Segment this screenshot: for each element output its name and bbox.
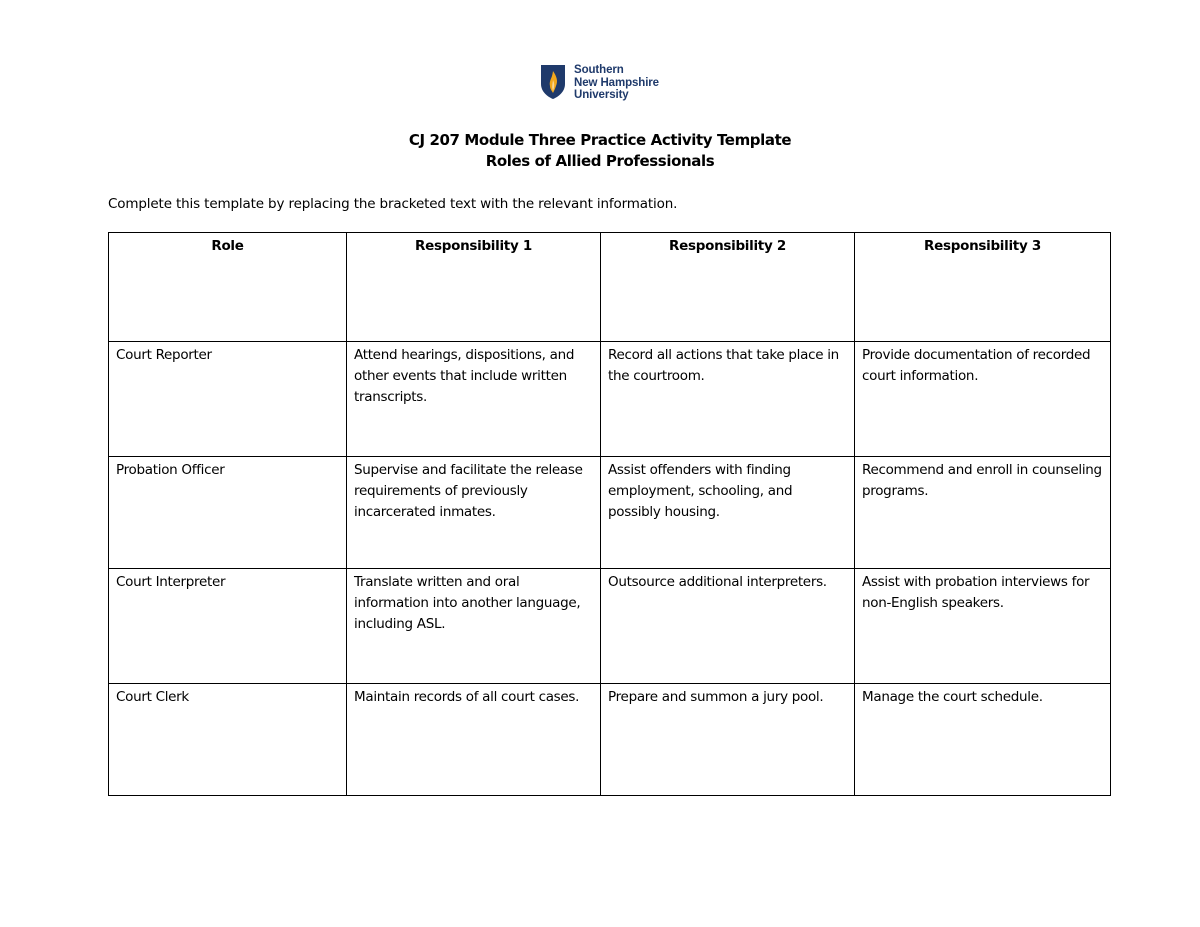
university-name (574, 64, 659, 102)
table-cell[interactable]: Attend hearings, dispositions, and other events that include written transcripts. (347, 342, 601, 457)
table-cell[interactable]: Assist with probation interviews for non-English speakers. (855, 569, 1111, 684)
table-cell[interactable]: Record all actions that take place in the courtroom. (601, 342, 855, 457)
table-cell-role[interactable]: Court Clerk (109, 684, 347, 796)
document-subtitle: Roles of Allied Professionals (485, 152, 715, 170)
instructions-text: Complete this template by replacing the bracketed text with the relevant information. (108, 196, 678, 212)
table-cell-role[interactable]: Probation Officer (109, 457, 347, 569)
table-header-row (109, 233, 1111, 342)
document-title: CJ 207 Module Three Practice Activity Template (408, 131, 792, 149)
table-cell[interactable]: Provide documentation of recorded court information. (855, 342, 1111, 457)
university-logo (540, 64, 659, 102)
university-name-line-3: University (574, 89, 629, 101)
table-cell[interactable]: Maintain records of all court cases. (347, 684, 601, 796)
header-role: Role (109, 233, 347, 342)
shield-flame-icon (540, 64, 566, 100)
table-cell[interactable]: Prepare and summon a jury pool. (601, 684, 855, 796)
table-cell[interactable]: Translate written and oral information into another language, including ASL. (347, 569, 601, 684)
header-responsibility-3: Responsibility 3 (855, 233, 1111, 342)
table-cell[interactable]: Assist offenders with finding employment, schooling, and possibly housing. (601, 457, 855, 569)
header-responsibility-1: Responsibility 1 (347, 233, 601, 342)
table-cell-role[interactable]: Court Interpreter (109, 569, 347, 684)
table-cell[interactable]: Manage the court schedule. (855, 684, 1111, 796)
university-name-line-1: Southern (574, 64, 624, 76)
table-cell[interactable]: Recommend and enroll in counseling programs. (855, 457, 1111, 569)
header-responsibility-2: Responsibility 2 (601, 233, 855, 342)
table-row (109, 569, 1111, 684)
table-cell-role[interactable]: Court Reporter (109, 342, 347, 457)
table-cell[interactable]: Outsource additional interpreters. (601, 569, 855, 684)
table-row (109, 457, 1111, 569)
university-name-line-2: New Hampshire (574, 76, 659, 89)
table-row (109, 342, 1111, 457)
table-row (109, 684, 1111, 796)
table-cell[interactable]: Supervise and facilitate the release requirements of previously incarcerated inmates. (347, 457, 601, 569)
roles-table (108, 232, 1111, 796)
